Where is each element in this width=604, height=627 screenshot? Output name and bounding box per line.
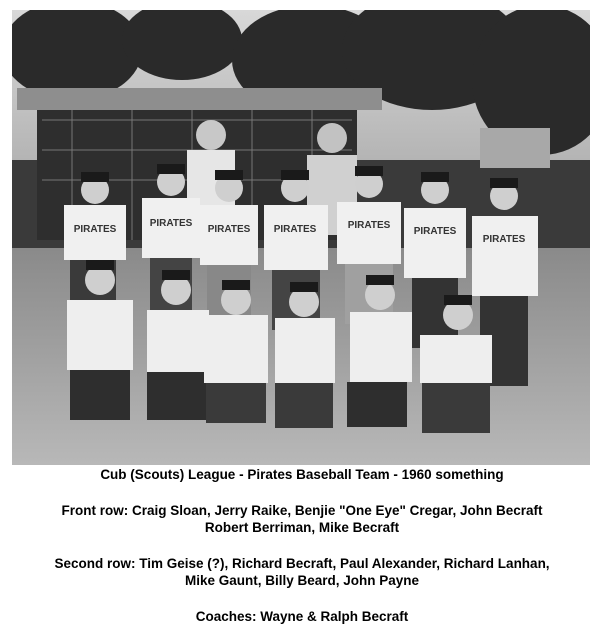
team-photo: [12, 10, 590, 465]
caption-coaches: Coaches: Wayne & Ralph Becraft: [195, 609, 409, 624]
caption-front-row-line2: Robert Berriman, Mike Becraft: [204, 520, 400, 535]
caption-second-row-line2: Mike Gaunt, Billy Beard, John Payne: [184, 573, 420, 588]
svg-text:PIRATES: PIRATES: [413, 226, 457, 237]
caption-title: Cub (Scouts) League - Pirates Baseball Team - 1960 something: [100, 467, 504, 482]
svg-text:PIRATES: PIRATES: [73, 224, 117, 235]
svg-text:PIRATES: PIRATES: [149, 218, 193, 229]
team-photo-illustration: [12, 10, 590, 465]
svg-text:PIRATES: PIRATES: [347, 220, 391, 231]
svg-text:PIRATES: PIRATES: [482, 234, 526, 245]
dugout-roof: [17, 88, 382, 110]
svg-text:PIRATES: PIRATES: [207, 224, 251, 235]
caption-second-row-line1: Second row: Tim Geise (?), Richard Becraft, Paul Alexander, Richard Lanhan,: [54, 556, 550, 571]
caption-front-row-line1: Front row: Craig Sloan, Jerry Raike, Benjie "One Eye" Cregar, John Becraft: [61, 503, 543, 518]
svg-text:PIRATES: PIRATES: [273, 224, 317, 235]
